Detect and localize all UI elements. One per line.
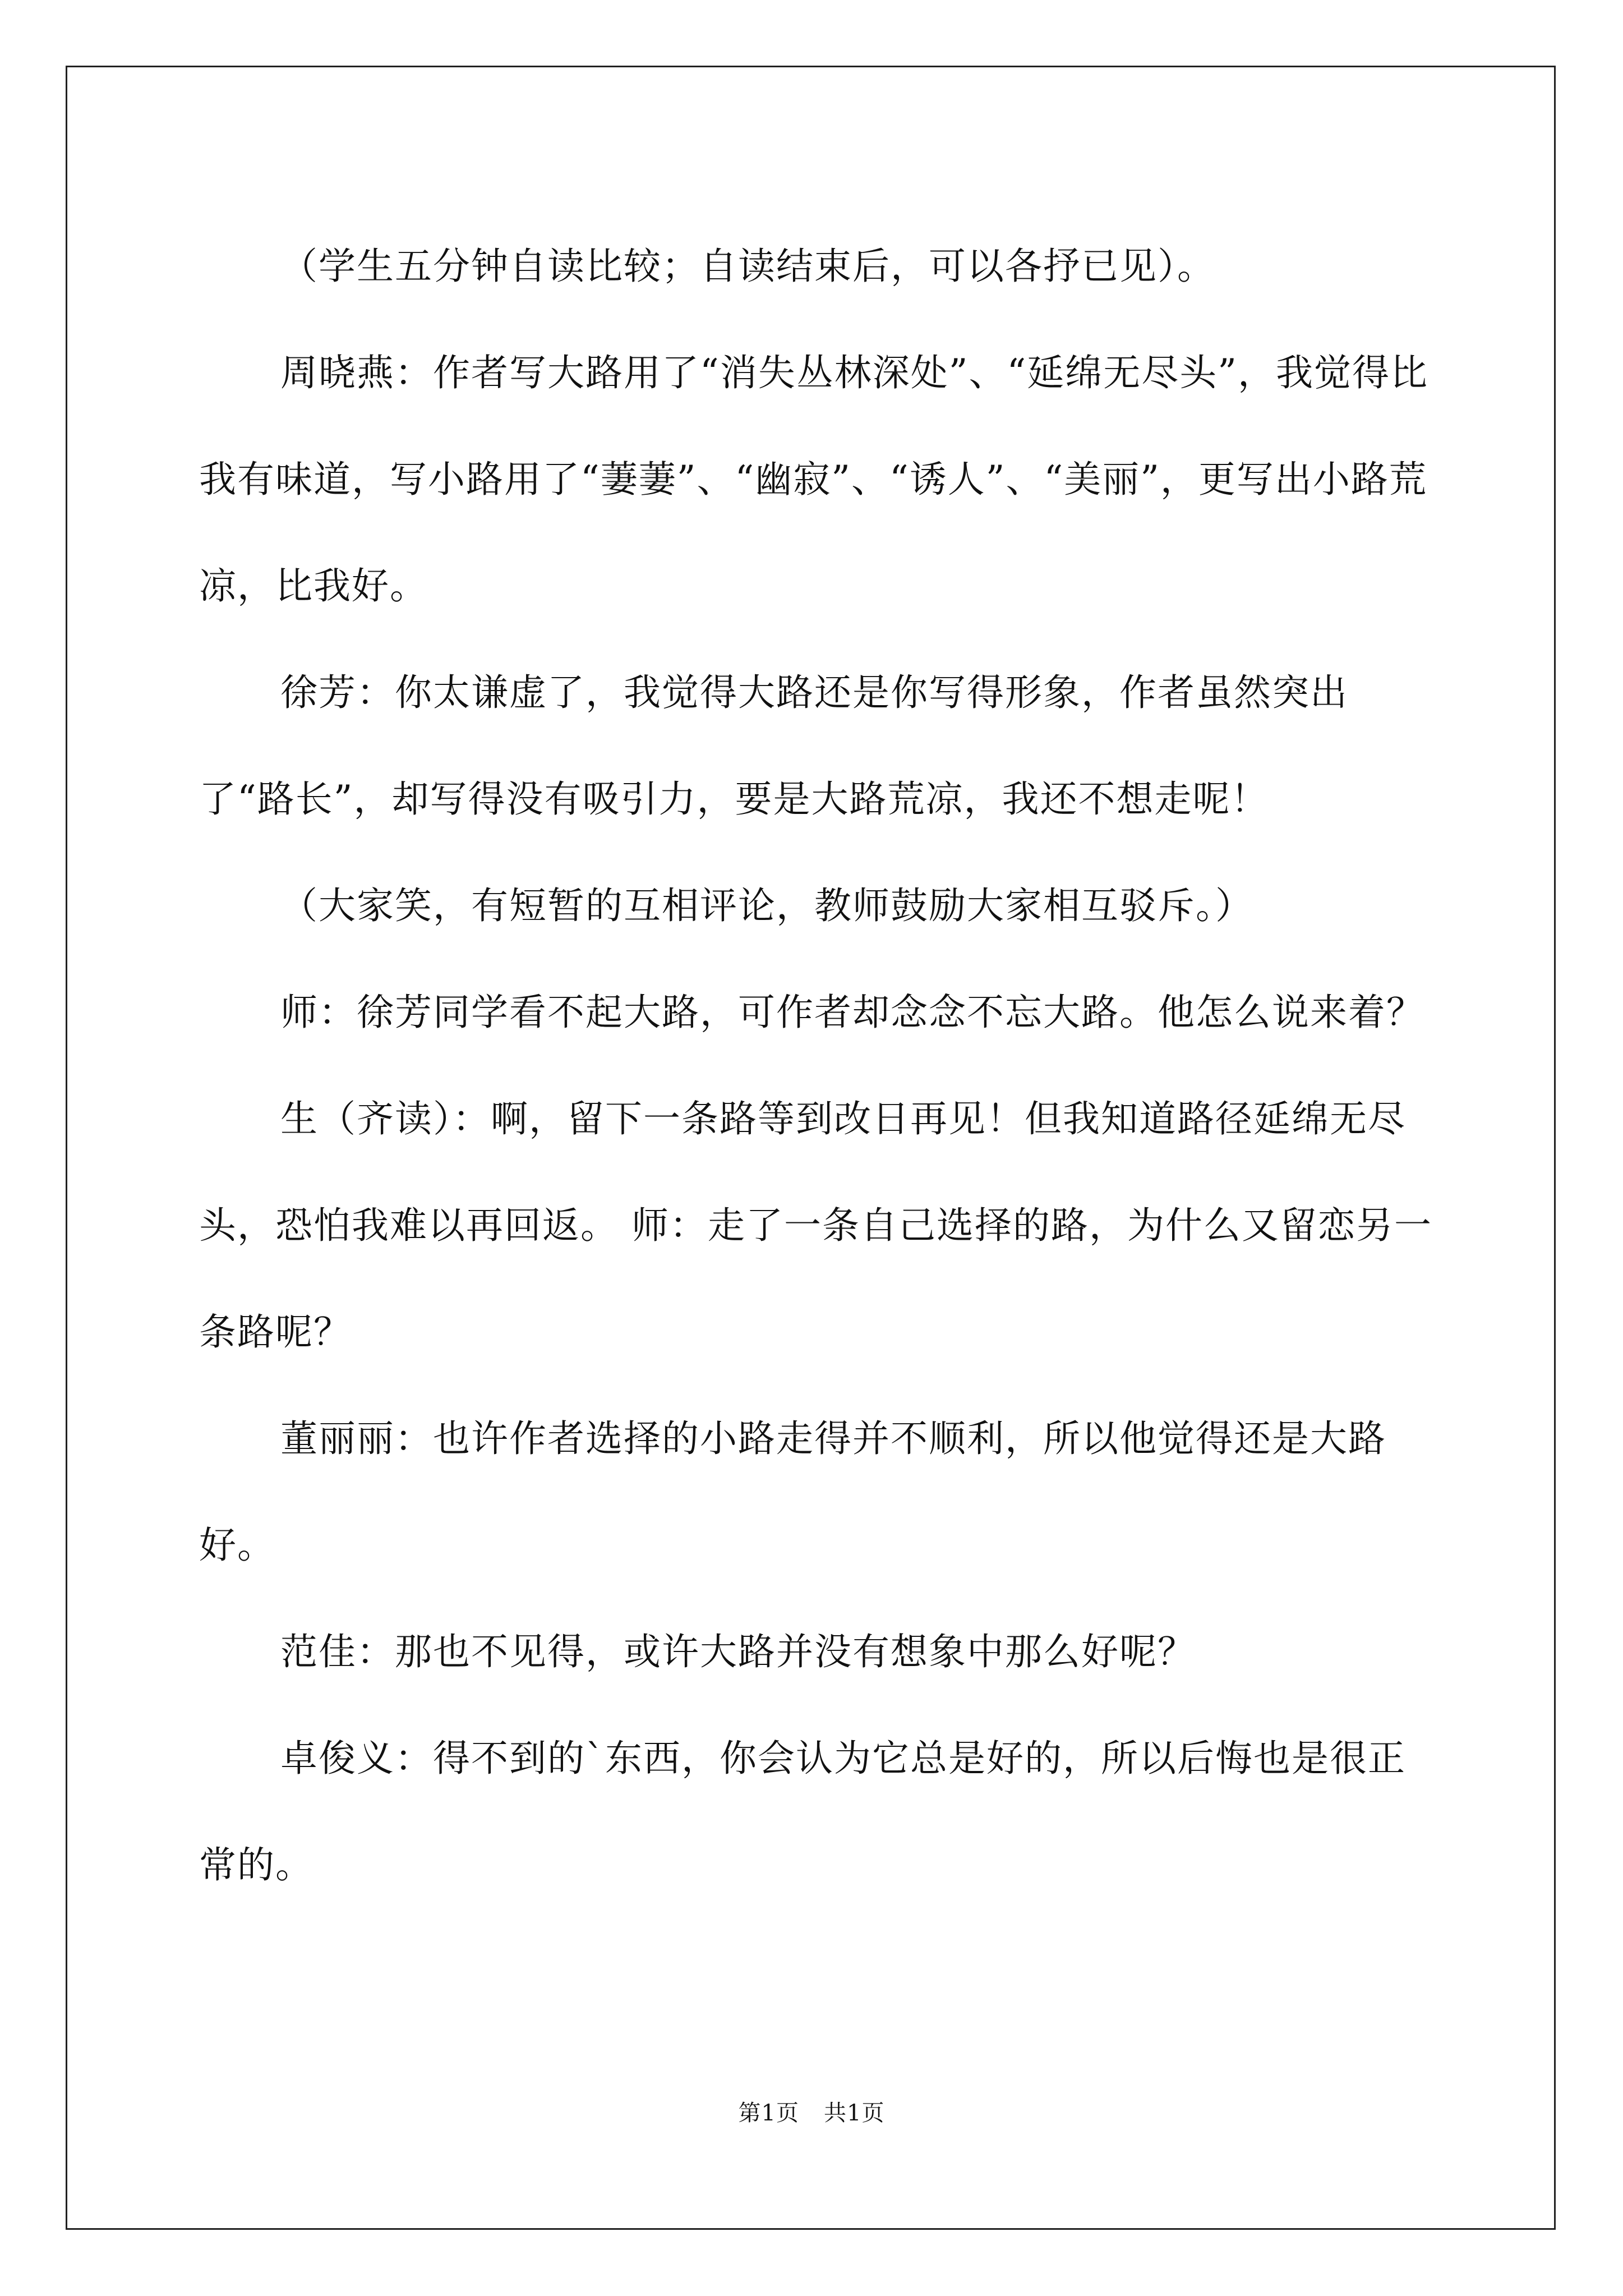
paragraph-3: 徐芳：你太谦虚了，我觉得大路还是你写得形象，作者虽然突出了“路长”，却写得没有吸引力，要是大路荒凉，我还不想走呢！ — [199, 671, 1348, 821]
paragraph-4: （大家笑，有短暂的互相评论，教师鼓励大家相互驳斥。） — [280, 884, 1253, 927]
paragraph-5: 师：徐芳同学看不起大路，可作者却念念不忘大路。他怎么说来着？ — [280, 991, 1424, 1034]
paragraph-8: 范佳：那也不见得，或许大路并没有想象中那么好呢？ — [280, 1630, 1196, 1673]
page-total: 共1页 — [824, 2100, 885, 2126]
paragraph-1: （学生五分钟自读比较；自读结束后，可以各抒已见）。 — [280, 245, 1215, 288]
page-number: 第1页 — [738, 2100, 799, 2126]
paragraph-2: 周晓燕：作者写大路用了“消失丛林深处”、“延绵无尽头”，我觉得比我有味道，写小路用了“萋萋”、“幽寂”、“诱人”、“美丽”，更写出小路荒凉，比我好。 — [199, 351, 1428, 608]
paragraph-6: 生（齐读）：啊，留下一条路等到改日再见！但我知道路径延绵无尽头，恐怕我难以再回返。 师：走了一条自己选择的路，为什么又留恋另一条路呢？ — [199, 1097, 1432, 1354]
paragraph-7: 董丽丽：也许作者选择的小路走得并不顺利，所以他觉得还是大路好。 — [199, 1417, 1386, 1567]
page-footer — [0, 2095, 1623, 2127]
document-body — [199, 213, 1438, 1918]
paragraph-9: 卓俊义：得不到的`东西，你会认为它总是好的，所以后悔也是很正常的。 — [199, 1737, 1406, 1887]
